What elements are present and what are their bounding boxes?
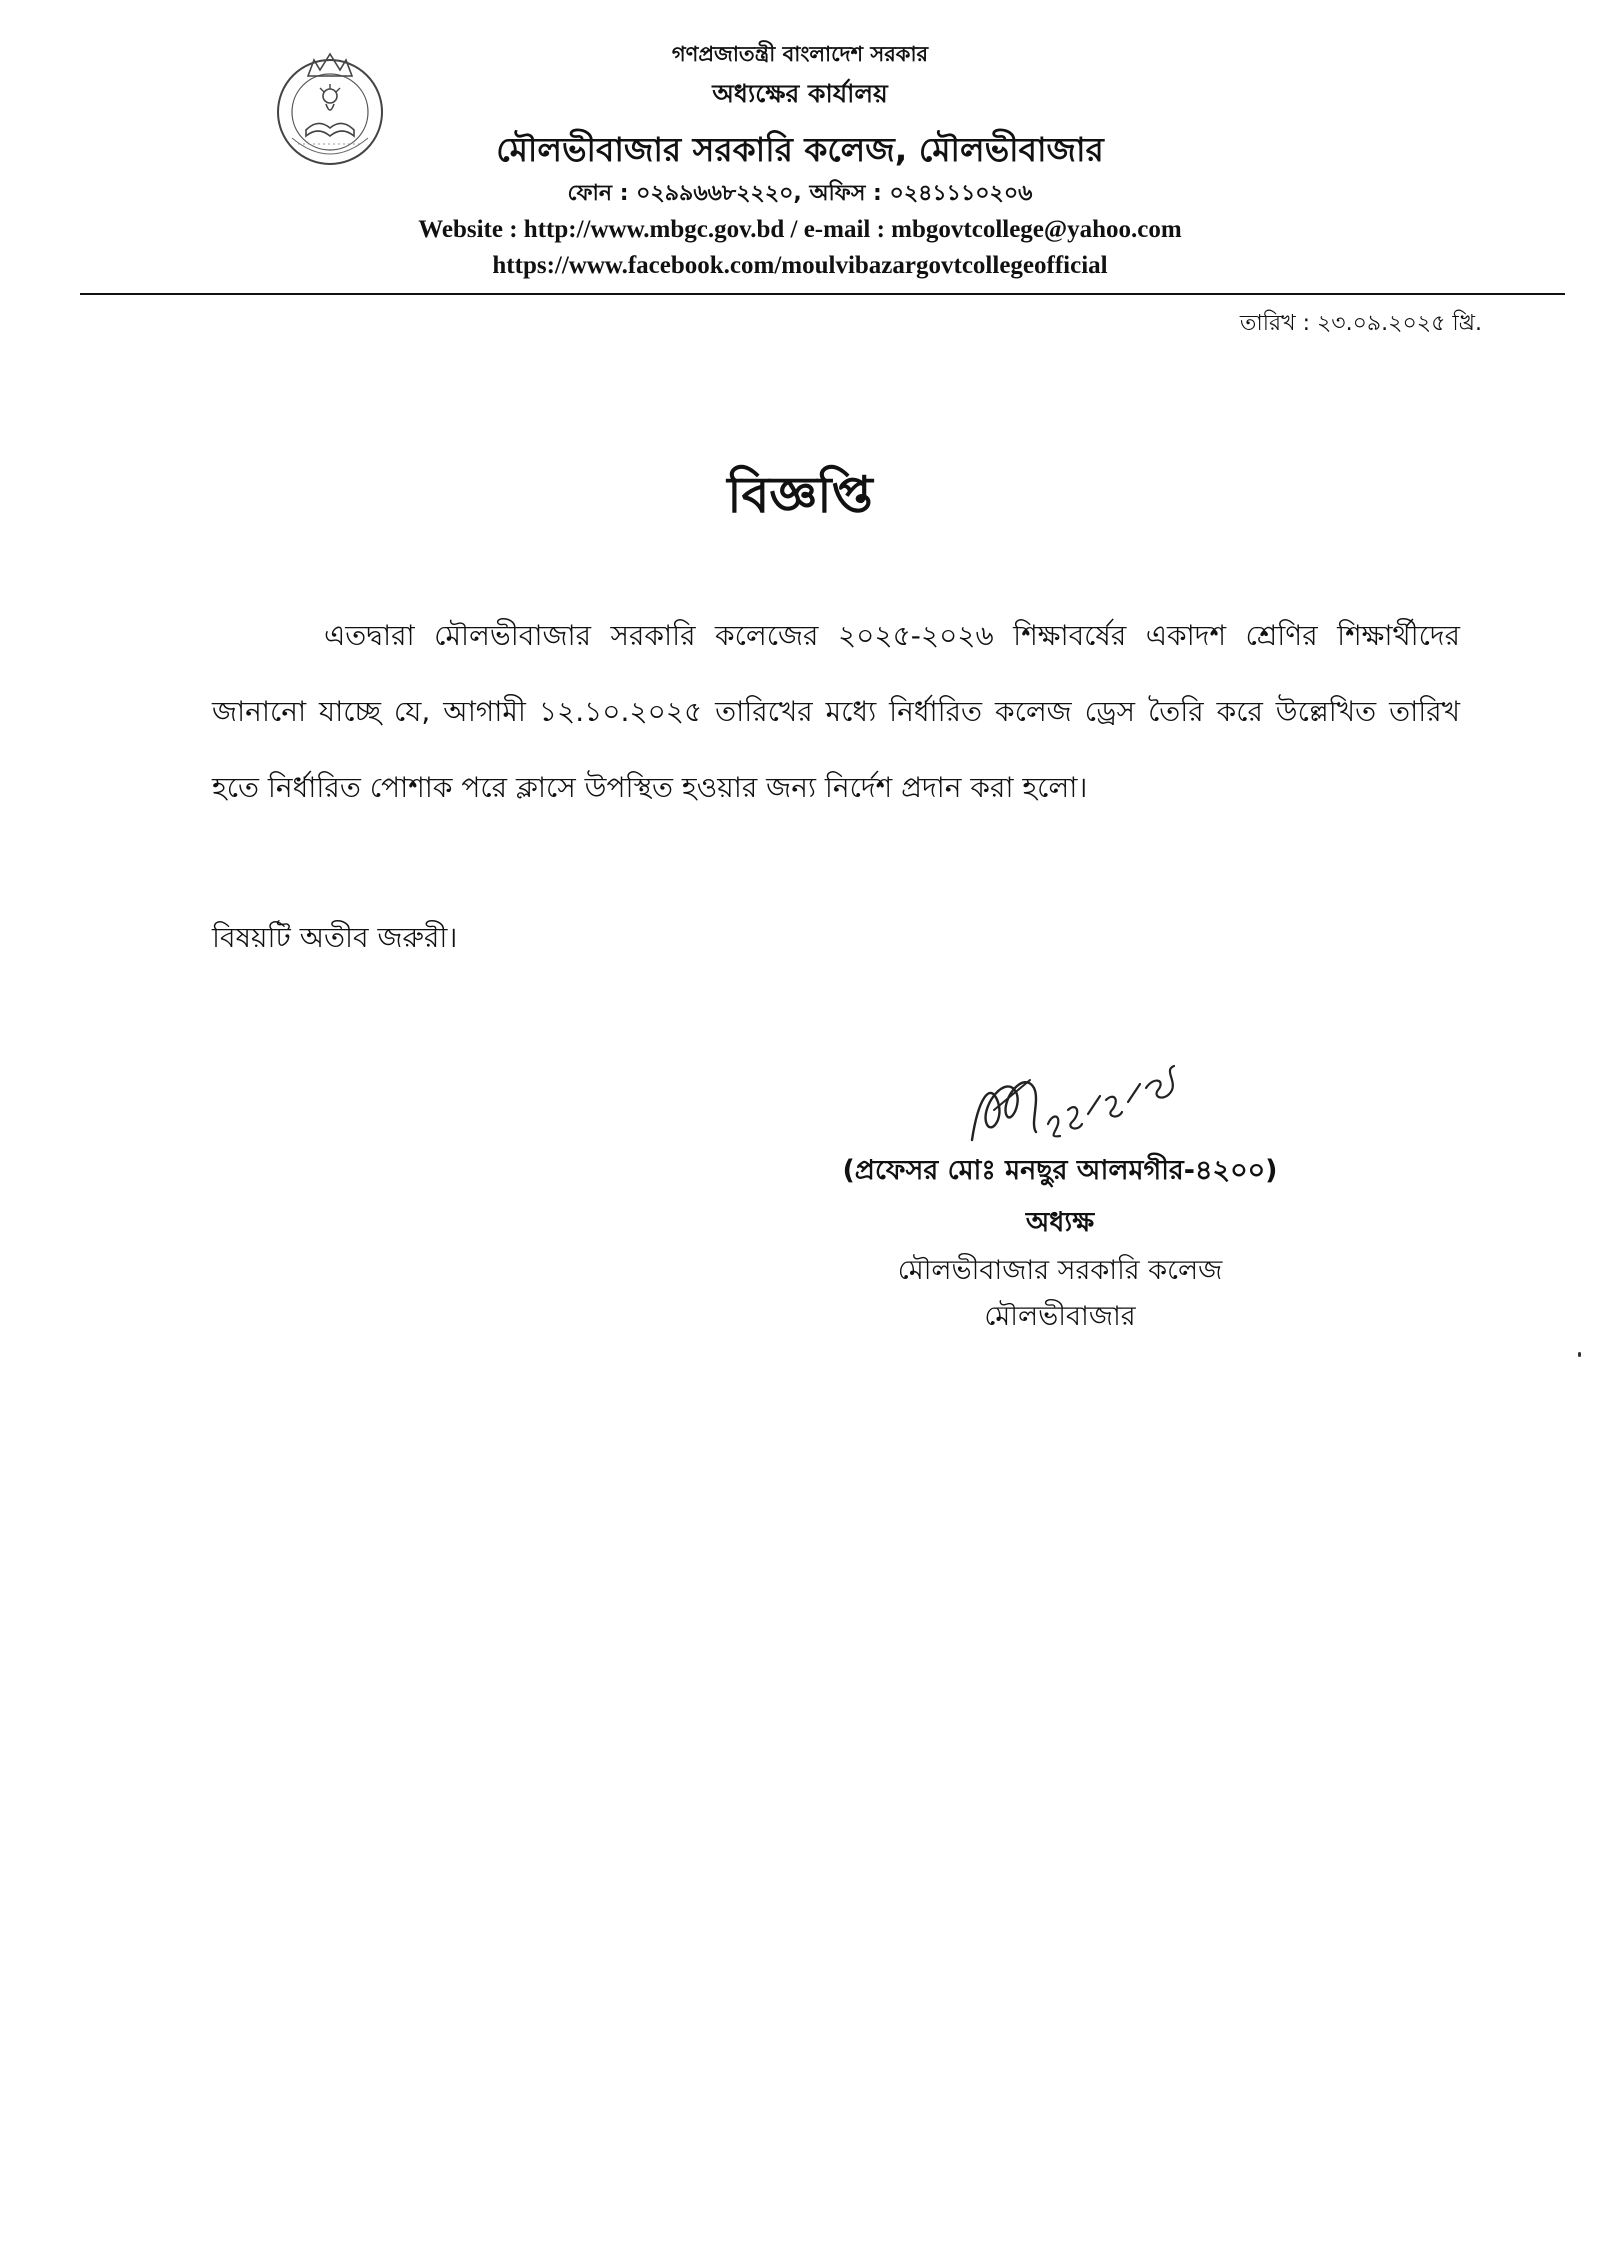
signatory-designation: অধ্যক্ষ [1025, 1207, 1095, 1238]
facebook-line: https://www.facebook.com/moulvibazargovtcollegeofficial [492, 252, 1108, 279]
notice-title: বিজ্ঞপ্তি [727, 466, 873, 524]
notice-date: তারিখ : ২৩.০৯.২০২৫ খ্রি. [1239, 311, 1482, 336]
college-name: মৌলভীবাজার সরকারি কলেজ, মৌলভীবাজার [496, 130, 1104, 169]
scan-speck [1578, 1352, 1581, 1357]
website-email-line: Website : http://www.mbgc.gov.bd / e-mail : mbgovtcollege@yahoo.com [418, 216, 1182, 243]
notice-body: এতদ্বারা মৌলভীবাজার সরকারি কলেজের ২০২৫-২০২৬ শিক্ষাবর্ষের একাদশ শ্রেণির শিক্ষার্থীদের জানানো যাচ্ছে যে, আগামী ১২.১০.২০২৫ তারিখের মধ্যে নির্ধারিত কলেজ ড্রেস তৈরি করে উল্লেখিত তারিখ হতে নির্ধারিত পোশাক পরে ক্লাসে উপস্থিত হওয়ার জন্য নির্দেশ প্রদান করা হলো। [212, 619, 1460, 804]
office-line: অধ্যক্ষের কার্যালয় [712, 79, 888, 108]
signatory-name: (প্রফেসর মোঃ মনছুর আলমগীর-৪২০০) [842, 1155, 1278, 1186]
header-divider [80, 293, 1565, 295]
signatory-city: মৌলভীবাজার [984, 1301, 1136, 1332]
notice-remark: বিষয়টি অতীব জরুরী। [212, 921, 458, 954]
signatory-college: মৌলভীবাজার সরকারি কলেজ [897, 1255, 1223, 1286]
phone-line: ফোন : ০২৯৯৬৬৮২২২০, অফিস : ০২৪১১১০২০৬ [567, 181, 1033, 206]
government-line: গণপ্রজাতন্ত্রী বাংলাদেশ সরকার [671, 42, 929, 66]
